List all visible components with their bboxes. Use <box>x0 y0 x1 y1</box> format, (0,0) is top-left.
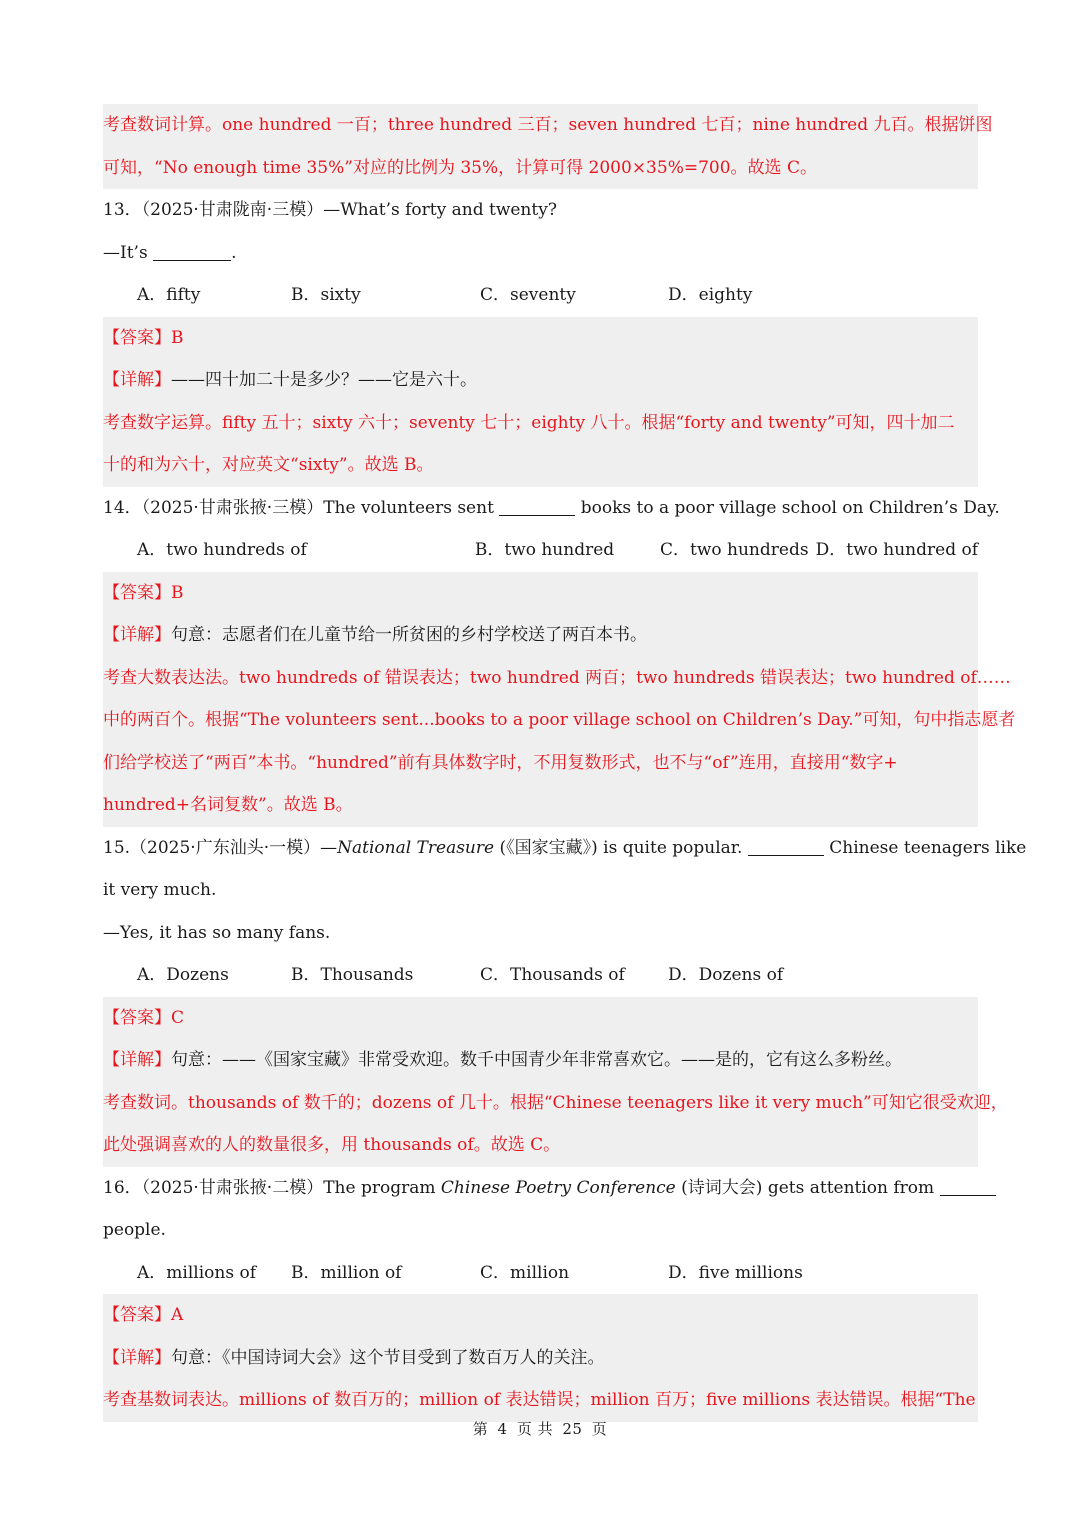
q15-stem-suffix: Chinese teenagers like <box>829 837 1027 858</box>
q13-answer-blank <box>153 240 231 261</box>
answer-tag: 【答案】 <box>103 1305 171 1325</box>
q15-stem <box>103 827 1027 870</box>
q15-detail-line <box>103 1039 978 1082</box>
q14-explanation-line-2: 中的两百个。根据“The volunteers sent...books to a poor village school on Children’s Day.”可知，句中指志愿者 <box>103 699 978 742</box>
q14-explanation-line-4: hundred+名词复数”。故选 B。 <box>103 784 978 827</box>
q16-detail-line <box>103 1337 978 1380</box>
q13-option-b: B．sixty <box>291 285 361 305</box>
q16-answer: A <box>171 1305 184 1325</box>
q13-answer-line <box>103 317 978 360</box>
q13-explanation-line-1: 考查数字运算。fifty 五十；sixty 六十；seventy 七十；eighty 八十。根据“forty and twenty”可知，四十加二 <box>103 402 978 445</box>
q14-answer-line <box>103 572 978 615</box>
q14-explanation-line-1: 考查大数表达法。two hundreds of 错误表达；two hundred 两百；two hundreds 错误表达；two hundred of…… <box>103 657 978 700</box>
q16-explanation-line-1: 考查基数词表达。millions of 数百万的；million of 表达错误；million 百万；five millions 表达错误。根据“The <box>103 1379 978 1422</box>
q13-line-2-suffix: . <box>231 242 237 263</box>
q16-stem-middle: (诗词大会) gets attention from <box>675 1177 935 1198</box>
footer-prefix: 第 <box>472 1420 489 1438</box>
q13-option-a: A．fifty <box>137 285 201 305</box>
q16-title-italic: Chinese Poetry Conference <box>440 1177 676 1198</box>
detail-tag: 【详解】 <box>103 370 171 390</box>
q14-option-d: D．two hundred of <box>815 540 979 560</box>
q14-option-b: B．two hundred <box>474 540 615 560</box>
q13-line-2 <box>103 232 978 275</box>
q16-option-d: D．five millions <box>668 1262 803 1283</box>
answer-tag: 【答案】 <box>103 327 171 348</box>
q13-stem: 13．（2025·甘肃陇南·三模）—What’s forty and twenty? <box>103 200 557 220</box>
answer-tag: 【答案】 <box>103 582 171 603</box>
q14-options <box>103 529 978 572</box>
q16-stem <box>103 1167 978 1210</box>
q15-explanation-line-1: 考查数词。thousands of 数千的；dozens of 几十。根据“Chinese teenagers like it very much”可知它很受欢迎， <box>103 1082 978 1125</box>
q14-stem-suffix: books to a poor village school on Children’s Day. <box>580 497 1000 518</box>
page-footer <box>0 1418 1080 1439</box>
q15-option-c: C．Thousands of <box>480 965 625 985</box>
q15-stem-prefix: 15.（2025·广东汕头·一模）— <box>103 837 338 858</box>
q16-option-a: A．millions of <box>137 1262 256 1283</box>
q13-line-2-prefix: —It’s <box>103 242 148 263</box>
q15-detail: 句意：——《国家宝藏》非常受欢迎。数千中国青少年非常喜欢它。——是的，它有这么多粉丝。 <box>171 1050 902 1070</box>
q14-option-a: A．two hundreds of <box>137 540 307 560</box>
detail-tag: 【详解】 <box>103 1050 171 1070</box>
q15-line-3: —Yes, it has so many fans. <box>103 922 331 943</box>
q13-explanation-line-2: 十的和为六十，对应英文“sixty”。故选 B。 <box>103 444 978 487</box>
q15-option-b: B．Thousands <box>291 965 414 985</box>
document-page <box>103 104 1027 1422</box>
q13-answer: B <box>171 327 184 348</box>
q14-answer-blank <box>499 495 575 516</box>
q13-option-d: D．eighty <box>668 285 753 305</box>
q12-explanation-line-2: 可知，“No enough time 35%”对应的比例为 35%，计算可得 2000×35%=700。故选 C。 <box>103 147 978 190</box>
q15-answer-blank <box>748 835 824 856</box>
q16-option-b: B．million of <box>291 1262 402 1283</box>
footer-total-pages: 25 <box>562 1420 583 1438</box>
footer-page-number: 4 <box>497 1420 508 1438</box>
q15-answer-line <box>103 997 978 1040</box>
q15-option-a: A．Dozens <box>137 965 229 985</box>
answer-tag: 【答案】 <box>103 1007 171 1028</box>
q16-stem-prefix: 16．（2025·甘肃张掖·二模）The program <box>103 1177 441 1198</box>
q15-line-2: it very much. <box>103 880 217 900</box>
q13-options <box>103 274 978 317</box>
q15-stem-middle: (《国家宝藏》) is quite popular. <box>494 837 743 858</box>
q16-option-c: C．million <box>480 1262 570 1283</box>
q15-options <box>103 954 978 997</box>
q14-detail: 句意：志愿者们在儿童节给一所贫困的乡村学校送了两百本书。 <box>171 625 647 645</box>
q13-detail: ——四十加二十是多少？——它是六十。 <box>171 370 477 390</box>
q15-answer: C <box>171 1007 185 1028</box>
q12-explanation-line-1: 考查数词计算。one hundred 一百；three hundred 三百；seven hundred 七百；nine hundred 九百。根据饼图 <box>103 104 978 147</box>
q16-answer-line <box>103 1294 978 1337</box>
footer-suffix: 页 <box>591 1420 608 1438</box>
q14-option-c: C．two hundreds <box>660 540 809 560</box>
q13-option-c: C．seventy <box>480 285 576 305</box>
q14-explanation-line-3: 们给学校送了“两百”本书。“hundred”前有具体数字时，不用复数形式，也不与“of”连用，直接用“数字+ <box>103 742 978 785</box>
q14-answer: B <box>171 582 184 603</box>
q15-option-d: D．Dozens of <box>668 965 784 985</box>
q16-answer-blank <box>940 1175 996 1196</box>
q14-stem-prefix: 14．（2025·甘肃张掖·三模）The volunteers sent <box>103 497 494 518</box>
q13-detail-line <box>103 359 978 402</box>
q14-detail-line <box>103 614 978 657</box>
footer-middle: 页 共 <box>516 1420 554 1438</box>
q16-options <box>103 1252 978 1295</box>
q14-stem <box>103 487 1000 530</box>
q15-explanation-line-2: 此处强调喜欢的人的数量很多，用 thousands of。故选 C。 <box>103 1124 978 1167</box>
q15-title-italic: National Treasure <box>337 837 495 858</box>
detail-tag: 【详解】 <box>103 625 171 645</box>
q16-detail: 句意：《中国诗词大会》这个节目受到了数百万人的关注。 <box>171 1347 605 1368</box>
detail-tag: 【详解】 <box>103 1347 171 1368</box>
q16-line-2: people. <box>103 1220 166 1240</box>
